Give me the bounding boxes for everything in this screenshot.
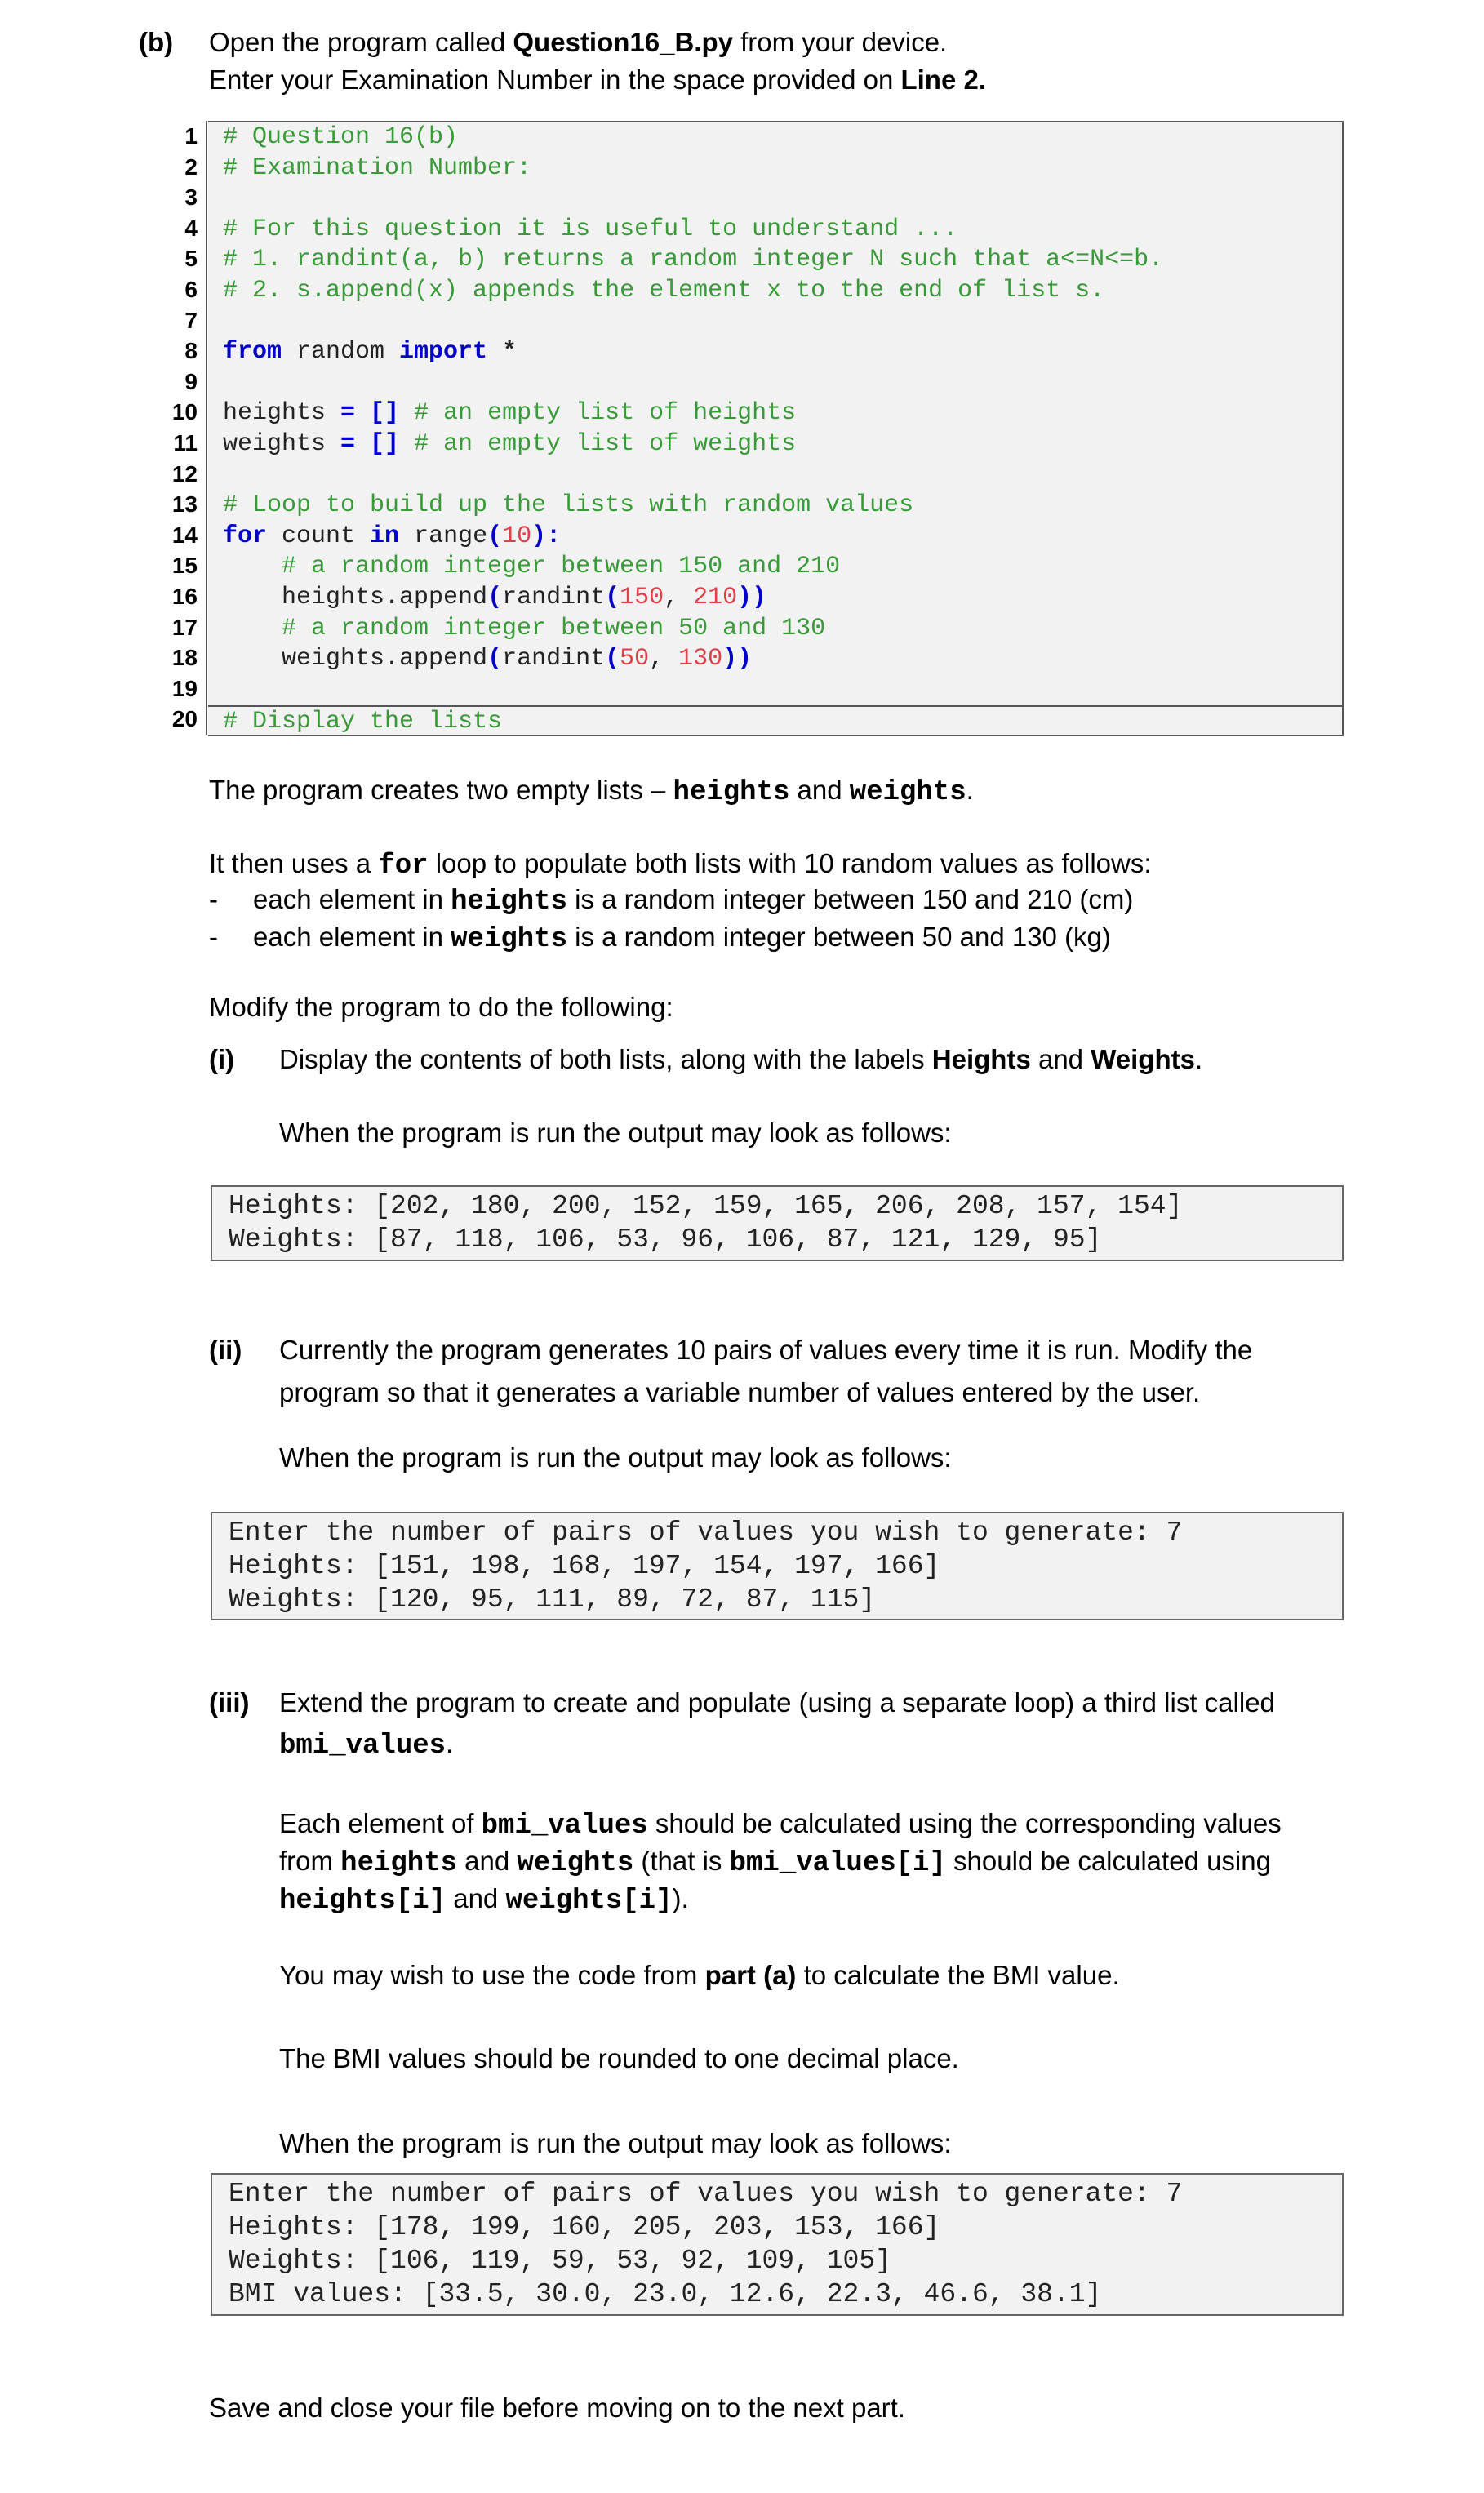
output-line: Heights: [202, 180, 200, 152, 159, 165, 206, 208, 157, 154]: [229, 1191, 1183, 1221]
instruction-line-1: [209, 24, 947, 60]
output-line: Weights: [106, 119, 59, 53, 92, 109, 105]: [229, 2246, 891, 2276]
inline-code: heights[i]: [279, 1886, 447, 1917]
code-token: randint: [502, 583, 606, 611]
number: 130: [678, 645, 723, 673]
code-line: [208, 583, 1342, 614]
operator: ):: [531, 522, 562, 550]
line-number: 12: [171, 460, 198, 487]
output-line: Heights: [178, 199, 160, 205, 203, 153, 166]: [229, 2212, 940, 2242]
operator: (: [487, 645, 503, 673]
text: should be calculated using the corresponding values: [647, 1808, 1282, 1838]
output-line: Weights: [120, 95, 111, 89, 72, 87, 115]: [229, 1584, 876, 1615]
line-number: 10: [171, 399, 198, 425]
part-iii-para-1-line-2: [279, 1843, 1271, 1882]
inline-code: bmi_values[i]: [729, 1848, 946, 1879]
part-i-text: [279, 1042, 1202, 1078]
code-line: [208, 429, 1342, 460]
code-token: *: [487, 338, 518, 367]
instruction-line-2: [209, 62, 986, 98]
part-iii-para-3: The BMI values should be rounded to one decimal place.: [279, 2043, 959, 2073]
part-i-output-intro: When the program is run the output may look as follows:: [279, 1118, 952, 1148]
part-i-output-box: [211, 1185, 1344, 1261]
bullet-item-2: [253, 919, 1111, 958]
part-iii-para-1-line-1: [279, 1806, 1282, 1844]
modify-instruction: Modify the program to do the following:: [209, 992, 673, 1022]
code-line: # For this question it is useful to understand ...: [223, 215, 958, 243]
part-ii-label: (ii): [209, 1335, 242, 1365]
inline-code: bmi_values: [279, 1731, 447, 1762]
number: 150: [620, 583, 664, 611]
code-line-blank: [208, 368, 1342, 399]
keyword: import: [399, 338, 488, 367]
line-number: 8: [184, 338, 198, 364]
text: and: [457, 1846, 518, 1876]
comment: # an empty list of weights: [399, 429, 797, 458]
line-number: 20: [171, 706, 198, 732]
footer-instruction: Save and close your file before moving on to the next part.: [209, 2393, 906, 2423]
code-line: # 1. randint(a, b) returns a random integer N such that a<=N<=b.: [223, 246, 1164, 274]
inline-code: weights: [849, 777, 966, 808]
code-line: # Examination Number:: [223, 153, 532, 182]
line-number: 11: [173, 429, 198, 455]
text: to calculate the BMI value.: [796, 1960, 1120, 1990]
line-number: 1: [184, 123, 198, 149]
operator: (: [487, 522, 503, 550]
file-name: Question16_B.py: [513, 27, 733, 57]
output-line: Enter the number of pairs of values you wish to generate: 7: [229, 1518, 1183, 1548]
text: and: [789, 775, 850, 805]
text: The program creates two empty lists –: [209, 775, 673, 805]
text: Display the contents of both lists, along with the labels: [279, 1044, 932, 1074]
code-line: [208, 522, 1342, 553]
operator: (: [487, 583, 503, 611]
inline-code: heights: [340, 1848, 457, 1879]
inline-code: weights[i]: [505, 1886, 673, 1917]
code-token: range: [399, 522, 488, 550]
part-ii-output-intro: When the program is run the output may look as follows:: [279, 1442, 952, 1473]
label-weights: Weights: [1091, 1044, 1195, 1074]
instruction-text: Enter your Examination Number in the space provided on: [209, 64, 901, 95]
part-label: (b): [139, 27, 174, 57]
output-line: Heights: [151, 198, 168, 197, 154, 197, 166]: [229, 1551, 940, 1581]
output-line: BMI values: [33.5, 30.0, 23.0, 12.6, 22.3, 46.6, 38.1]: [229, 2279, 1102, 2309]
code-line-blank: [208, 675, 1342, 706]
code-token: count: [267, 522, 371, 550]
output-line: Enter the number of pairs of values you wish to generate: 7: [229, 2179, 1183, 2209]
line-number: 18: [171, 645, 198, 671]
code-line: [208, 398, 1342, 429]
line-number: 14: [171, 522, 198, 548]
part-iii-line-1: Extend the program to create and populate (using a separate loop) a third list called: [279, 1687, 1275, 1718]
code-token: ,: [664, 583, 694, 611]
code-token: weights: [223, 429, 341, 458]
inline-code: weights: [451, 924, 567, 955]
part-reference: part (a): [704, 1960, 797, 1990]
line-number: 19: [171, 675, 198, 701]
operator: (: [605, 645, 620, 673]
text: You may wish to use the code from: [279, 1960, 705, 1990]
inline-code: heights: [451, 887, 567, 918]
code-line: [208, 644, 1342, 675]
text: Each element of: [279, 1808, 482, 1838]
text: .: [1194, 1044, 1203, 1074]
line-number: 5: [184, 246, 198, 272]
inline-code: heights: [673, 777, 790, 808]
text: is a random integer between 50 and 130 (kg): [566, 922, 1111, 952]
code-token: random: [282, 338, 400, 367]
keyword: for: [223, 522, 268, 550]
line-number: 16: [171, 583, 198, 609]
label-heights: Heights: [931, 1044, 1031, 1074]
text: each element in: [253, 884, 451, 914]
comment: # an empty list of heights: [399, 399, 797, 428]
code-token: heights.append: [223, 583, 488, 611]
text: each element in: [253, 922, 451, 952]
code-line: # a random integer between 50 and 130: [223, 614, 826, 642]
code-line: [208, 337, 1342, 368]
instruction-text: from your device.: [732, 27, 948, 57]
line-numbers: [157, 121, 207, 735]
bullet-item-1: [253, 882, 1133, 920]
text: and: [446, 1883, 506, 1913]
line-number: 17: [171, 614, 198, 640]
code-line: # 2. s.append(x) appends the element x to the end of list s.: [223, 276, 1105, 304]
text: ).: [672, 1883, 689, 1913]
inline-code: bmi_values: [481, 1811, 648, 1842]
number: 50: [620, 645, 650, 673]
code-token: randint: [502, 645, 606, 673]
text: (that is: [633, 1846, 730, 1876]
code-line-blank: [208, 184, 1342, 215]
line-number: 4: [184, 215, 198, 241]
line-number: 13: [171, 491, 198, 518]
code-line-blank: [208, 307, 1342, 338]
text: It then uses a: [209, 848, 379, 878]
line-number: 7: [184, 307, 198, 333]
line-reference: Line 2.: [900, 64, 986, 95]
code-token: weights.append: [223, 645, 488, 673]
code-line: # Loop to build up the lists with random values: [223, 491, 914, 520]
code-token: ,: [649, 645, 679, 673]
inline-code: weights: [517, 1848, 634, 1879]
number: 210: [693, 583, 738, 611]
operator: = []: [340, 399, 400, 428]
text: loop to populate both lists with 10 random values as follows:: [428, 848, 1152, 878]
text: and: [1030, 1044, 1091, 1074]
operator: )): [737, 583, 767, 611]
text: should be calculated using: [945, 1846, 1271, 1876]
text: .: [966, 775, 974, 805]
part-ii-line-2: program so that it generates a variable number of values entered by the user.: [279, 1377, 1201, 1407]
line-number: 2: [184, 153, 198, 180]
bullet-dash: -: [209, 884, 218, 914]
line-number: 6: [184, 276, 198, 302]
keyword: in: [370, 522, 400, 550]
line-number: 9: [184, 368, 198, 394]
bullet-dash: -: [209, 922, 218, 952]
code-line: # a random integer between 150 and 210: [223, 553, 841, 581]
part-ii-line-1: Currently the program generates 10 pairs of values every time it is run. Modify the: [279, 1335, 1253, 1365]
code-line: # Question 16(b): [223, 123, 459, 151]
code-token: heights: [223, 399, 341, 428]
line-number: 3: [184, 184, 198, 211]
part-ii-output-box: [211, 1512, 1344, 1620]
output-line: Weights: [87, 118, 106, 53, 96, 106, 87, 121, 129, 95]: [229, 1224, 1102, 1255]
part-iii-label: (iii): [209, 1687, 250, 1718]
operator: = []: [340, 429, 400, 458]
part-iii-output-box: [211, 2173, 1344, 2316]
text: from: [279, 1846, 341, 1876]
part-iii-output-intro: When the program is run the output may look as follows:: [279, 2128, 952, 2158]
number: 10: [502, 522, 532, 550]
line-number: 15: [171, 553, 198, 579]
intro-paragraph-1: [209, 772, 974, 811]
inline-code: for: [378, 851, 429, 882]
code-area: [208, 121, 1344, 736]
part-iii-para-1-line-3: [279, 1881, 689, 1919]
text: .: [446, 1728, 454, 1758]
instruction-text: Open the program called: [209, 27, 513, 57]
operator: (: [605, 583, 620, 611]
part-iii-para-2: [279, 1958, 1120, 1993]
intro-paragraph-2: [209, 846, 1152, 884]
keyword: from: [223, 338, 282, 367]
code-line-blank: [208, 460, 1342, 491]
code-line: # Display the lists: [208, 705, 1342, 738]
operator: )): [722, 645, 753, 673]
code-listing: [157, 121, 1344, 735]
text: is a random integer between 150 and 210 (cm): [566, 884, 1134, 914]
part-i-label: (i): [209, 1044, 235, 1074]
part-iii-line-2: [279, 1726, 453, 1764]
